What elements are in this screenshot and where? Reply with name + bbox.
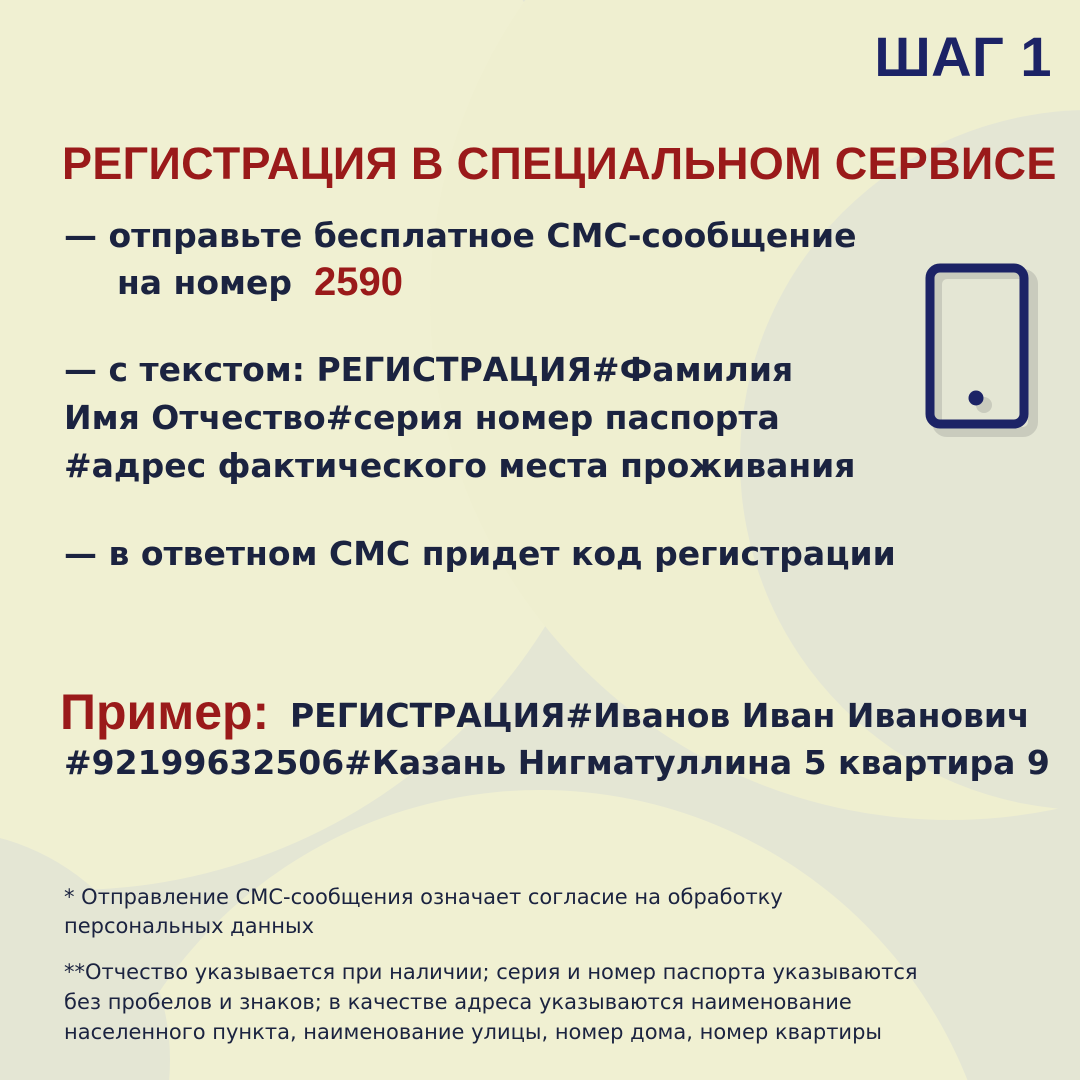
sms-number: 2590 [314, 260, 403, 304]
example-label: Пример: [60, 684, 270, 740]
footnote-2-line-2: без пробелов и знаков; в качестве адреса указываются наименование [64, 990, 852, 1014]
instruction-reply-line: — в ответном СМС придет код регистрации [64, 534, 896, 573]
footnote-1-line-1: * Отправление СМС-сообщения означает согласие на обработку [64, 885, 783, 909]
page-title: РЕГИСТРАЦИЯ В СПЕЦИАЛЬНОМ СЕРВИСЕ [62, 138, 1057, 189]
footnote-1-line-2: персональных данных [64, 914, 315, 938]
footnote-2-line-1: **Отчество указывается при наличии; серия и номер паспорта указываются [64, 960, 918, 984]
instruction-text-line-1: — с текстом: РЕГИСТРАЦИЯ#Фамилия [64, 350, 794, 389]
instruction-number-label: на номер [117, 263, 293, 302]
example-line-1: РЕГИСТРАЦИЯ#Иванов Иван Иванович [290, 696, 1030, 735]
example-line-2: #92199632506#Казань Нигматуллина 5 квартира 9 [64, 743, 1050, 782]
footnote-2-line-3: населенного пункта, наименование улицы, номер дома, номер квартиры [64, 1020, 882, 1044]
instruction-text-line-3: #адрес фактического места проживания [64, 446, 856, 485]
instruction-text-line-2: Имя Отчество#серия номер паспорта [64, 398, 780, 437]
smartphone-icon [924, 262, 1044, 442]
instruction-send-line: — отправьте бесплатное СМС-сообщение [64, 216, 857, 255]
step-label: ШАГ 1 [874, 25, 1052, 88]
